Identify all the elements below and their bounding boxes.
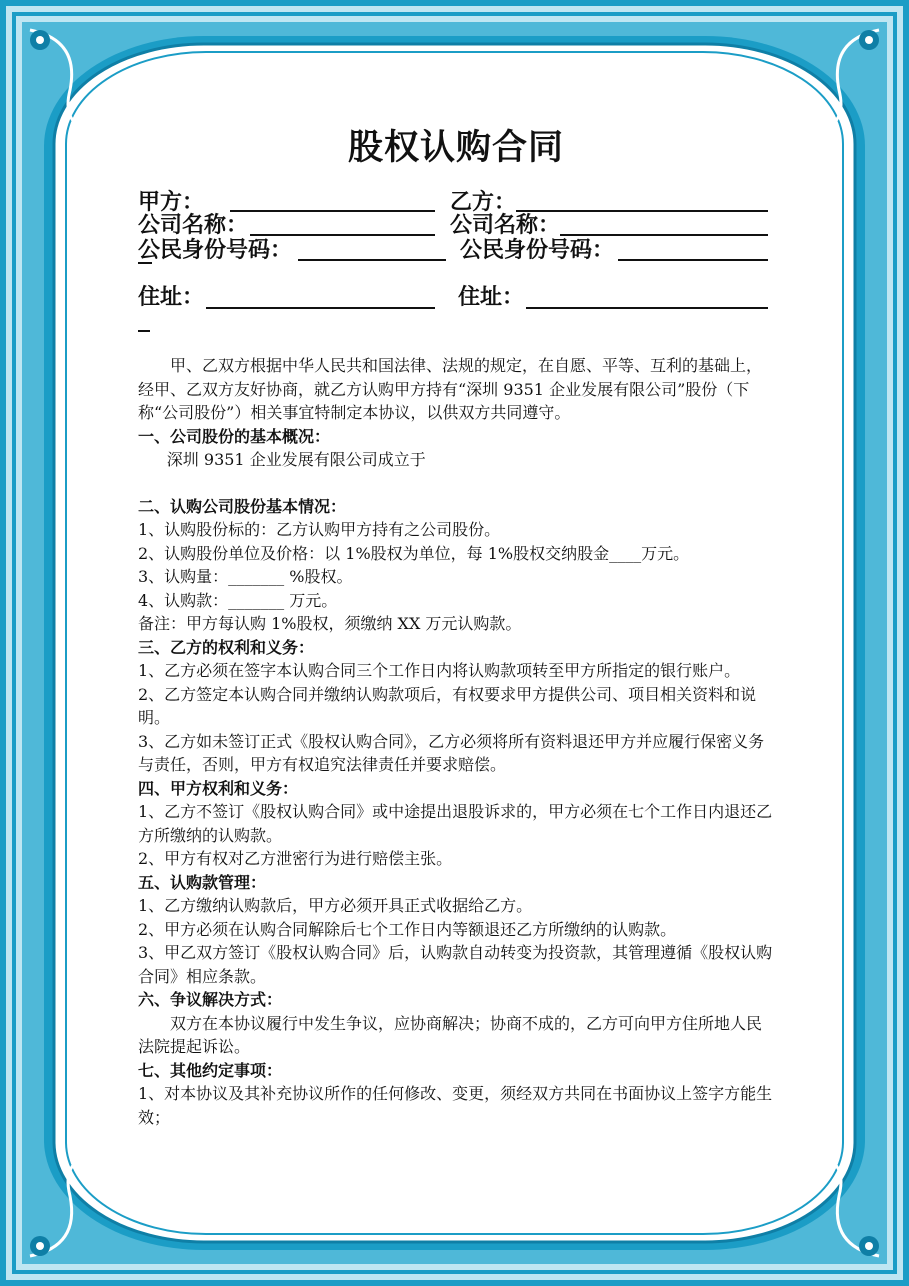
contract-body [138, 354, 774, 1129]
section-2-item: 3、认购量：_______ %股权。 [138, 567, 353, 586]
section-5-item: 3、甲乙双方签订《股权认购合同》后，认购款自动转变为投资款，其管理遵循《股权认购合同》相应条款。 [138, 943, 773, 986]
section-7-item: 1、对本协议及其补充协议所作的任何修改、变更，须经双方共同在书面协议上签字方能生效； [138, 1084, 773, 1127]
section-6-text: 双方在本协议履行中发生争议，应协商解决；协商不成的，乙方可向甲方住所地人民法院提起诉讼。 [138, 1013, 763, 1056]
section-4-item: 2、甲方有权对乙方泄密行为进行赔偿主张。 [138, 849, 453, 868]
stray-underline-2 [138, 330, 150, 332]
id-a-label: 公民身份号码： [138, 238, 293, 263]
address-a-label: 住址： [138, 285, 205, 310]
section-2-item: 4、认购款：_______ 万元。 [138, 590, 338, 610]
party-b-label: 乙方： [450, 190, 517, 215]
page-title: 股权认购合同 [347, 128, 564, 168]
id-a-blank [298, 259, 446, 261]
section-7-heading: 七、其他约定事项： [138, 1060, 283, 1080]
company-b-blank [560, 234, 768, 236]
address-b-label: 住址： [458, 285, 525, 310]
section-3-item: 1、乙方必须在签字本认购合同三个工作日内将认购款项转至甲方所指定的银行账户。 [138, 661, 741, 680]
spacer [138, 472, 774, 495]
company-a-label: 公司名称： [138, 213, 249, 238]
section-2-note: 备注：甲方每认购 1%股权，须缴纳 XX 万元认购款。 [138, 614, 522, 633]
section-1-text: 深圳 9351 企业发展有限公司成立于 [166, 450, 426, 469]
section-3-heading: 三、乙方的权利和义务： [138, 637, 315, 657]
address-a-blank [206, 307, 435, 309]
party-a-blank [230, 210, 435, 212]
intro-paragraph: 甲、乙双方根据中华人民共和国法律、法规的规定，在自愿、平等、互利的基础上，经甲、乙双方友好协商，就乙方认购甲方持有“深圳 9351 企业发展有限公司”股份（下称“公司股份”）相关事宜特制定本协议，以供双方共同遵守。 [138, 356, 763, 422]
section-5-item: 2、甲方必须在认购合同解除后七个工作日内等额退还乙方所缴纳的认购款。 [138, 919, 677, 939]
company-b-label: 公司名称： [450, 213, 561, 238]
section-2-item: 2、认购股份单位及价格：以 1%股权为单位，每 1%股权交纳股金____万元。 [138, 543, 690, 563]
address-b-blank [526, 307, 768, 309]
section-5-heading: 五、认购款管理： [138, 872, 267, 892]
section-3-item: 3、乙方如未签订正式《股权认购合同》，乙方必须将所有资料退还甲方并应履行保密义务与责任，否则，甲方有权追究法律责任并要求赔偿。 [138, 731, 765, 774]
section-5-item: 1、乙方缴纳认购款后，甲方必须开具正式收据给乙方。 [138, 896, 533, 915]
section-3-item: 2、乙方签定本认购合同并缴纳认购款项后，有权要求甲方提供公司、项目相关资料和说明。 [138, 684, 757, 727]
section-6-heading: 六、争议解决方式： [138, 990, 283, 1009]
id-b-label: 公民身份号码： [460, 238, 615, 263]
section-2-item: 1、认购股份标的：乙方认购甲方持有之公司股份。 [138, 520, 501, 539]
stray-underline [138, 262, 152, 264]
party-a-label: 甲方： [138, 190, 205, 215]
company-a-blank [250, 234, 435, 236]
section-1-heading: 一、公司股份的基本概况： [138, 426, 331, 446]
party-b-blank [516, 210, 768, 212]
section-4-heading: 四、甲方权利和义务： [138, 778, 299, 798]
section-2-heading: 二、认购公司股份基本情况： [138, 496, 347, 516]
id-b-blank [618, 259, 768, 261]
section-4-item: 1、乙方不签订《股权认购合同》或中途提出退股诉求的，甲方必须在七个工作日内退还乙方所缴纳的认购款。 [138, 802, 773, 845]
